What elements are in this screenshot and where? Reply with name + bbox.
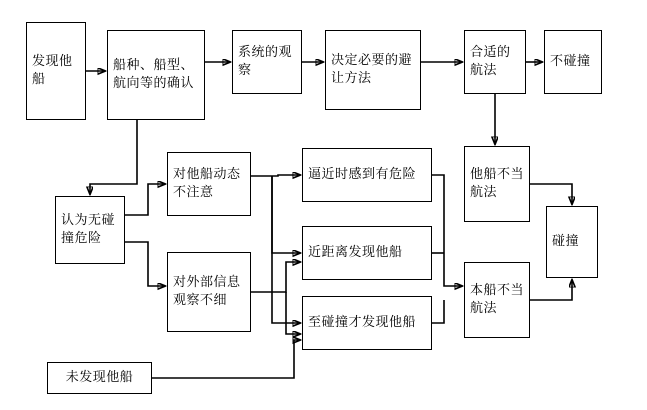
- node-label: 对他船动态不注意: [173, 167, 241, 200]
- node-systematic-observation[interactable]: [232, 30, 302, 94]
- node-inattentive-to-other-ship[interactable]: [167, 152, 251, 216]
- edge-n7-n8: [125, 184, 165, 215]
- node-poor-external-observation[interactable]: [167, 252, 251, 332]
- node-label: 决定必要的避让方法: [331, 53, 413, 86]
- node-label: 他船不当航法: [470, 167, 525, 200]
- node-close-range-discovery[interactable]: [302, 226, 432, 280]
- node-label: 逼近时感到有危险: [308, 167, 417, 183]
- edge-n8-n10: [251, 175, 300, 176]
- edge-n12-bus: [432, 300, 444, 323]
- node-label: 对外部信息观察不细: [173, 275, 241, 308]
- node-label: 近距离发现他船: [308, 245, 403, 261]
- node-label: 至碰撞才发现他船: [308, 315, 417, 331]
- edge-n8-n11: [272, 176, 300, 253]
- node-label: 碰撞: [552, 234, 580, 250]
- edge-n7-n9: [125, 242, 165, 286]
- node-label: 本船不当航法: [470, 283, 525, 316]
- edge-n14-n15: [530, 280, 572, 300]
- node-discovery-at-collision[interactable]: [302, 296, 432, 350]
- node-confirm-ship-type-course[interactable]: [107, 30, 205, 120]
- node-label: 合适的航法: [470, 45, 511, 78]
- edge-n16-n12: [152, 340, 300, 378]
- edge-n13-n15: [530, 184, 572, 204]
- node-discover-other-ship[interactable]: [26, 22, 86, 120]
- node-label: 不碰撞: [550, 54, 591, 70]
- node-collision[interactable]: [546, 206, 598, 278]
- edge-n9-n12: [286, 292, 300, 334]
- node-proper-navigation[interactable]: [464, 30, 526, 94]
- node-label: 未发现他船: [65, 370, 134, 386]
- node-label: 船种、船型、航向等的确认: [113, 58, 195, 91]
- node-did-not-discover-other-ship[interactable]: [47, 362, 152, 394]
- node-believed-no-collision-risk[interactable]: [55, 196, 125, 264]
- node-own-ship-improper-navigation[interactable]: [464, 262, 530, 338]
- node-other-ship-improper-navigation[interactable]: [464, 146, 530, 222]
- edge-n10-n14: [432, 175, 462, 286]
- node-label: 系统的观察: [238, 45, 293, 78]
- node-decide-avoidance-method[interactable]: [325, 30, 421, 110]
- edge-n9-n11: [251, 262, 300, 292]
- node-label: 发现他船: [32, 54, 73, 87]
- node-danger-felt-on-approach[interactable]: [302, 148, 432, 202]
- edge-n2-n7: [90, 120, 137, 194]
- node-no-collision[interactable]: [544, 30, 602, 94]
- node-label: 认为无碰撞危险: [61, 213, 116, 246]
